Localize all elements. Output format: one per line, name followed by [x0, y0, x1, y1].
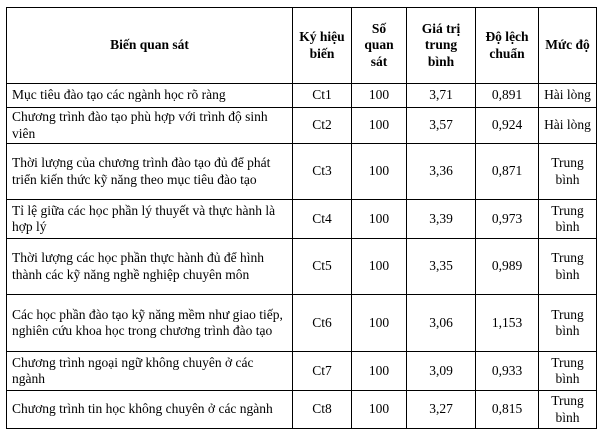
header-count: Số quan sát	[352, 8, 407, 84]
cell-variable: Chương trình đào tạo phù hợp với trình độ sinh viên	[7, 108, 293, 144]
cell-count: 100	[352, 144, 407, 200]
cell-count: 100	[352, 200, 407, 239]
cell-mean: 3,39	[407, 200, 476, 239]
cell-level: Trung bình	[539, 144, 597, 200]
cell-level: Trung bình	[539, 352, 597, 391]
table-row	[7, 108, 597, 144]
header-variable: Biến quan sát	[7, 8, 293, 84]
cell-variable: Chương trình ngoại ngữ không chuyên ở các ngành	[7, 352, 293, 391]
cell-stddev: 0,933	[476, 352, 539, 391]
table-row	[7, 391, 597, 429]
cell-level: Hài lòng	[539, 108, 597, 144]
table-row	[7, 144, 597, 200]
cell-variable: Thời lượng các học phần thực hành đủ để hình thành các kỹ năng nghề nghiệp chuyên môn	[7, 239, 293, 295]
cell-symbol: Ct4	[293, 200, 352, 239]
cell-mean: 3,06	[407, 295, 476, 352]
cell-symbol: Ct8	[293, 391, 352, 429]
cell-stddev: 0,924	[476, 108, 539, 144]
table-row	[7, 200, 597, 239]
cell-symbol: Ct7	[293, 352, 352, 391]
cell-mean: 3,57	[407, 108, 476, 144]
cell-symbol: Ct2	[293, 108, 352, 144]
cell-stddev: 1,153	[476, 295, 539, 352]
cell-variable: Thời lượng của chương trình đào tạo đủ để phát triển kiến thức kỹ năng theo mục tiêu đào tạo	[7, 144, 293, 200]
table-row	[7, 295, 597, 352]
cell-symbol: Ct3	[293, 144, 352, 200]
survey-statistics-table	[6, 7, 597, 429]
cell-symbol: Ct1	[293, 84, 352, 108]
cell-symbol: Ct5	[293, 239, 352, 295]
header-level: Mức độ	[539, 8, 597, 84]
cell-level: Trung bình	[539, 391, 597, 429]
cell-stddev: 0,891	[476, 84, 539, 108]
table-header-row	[7, 8, 597, 84]
cell-variable: Mục tiêu đào tạo các ngành học rõ ràng	[7, 84, 293, 108]
cell-count: 100	[352, 391, 407, 429]
cell-mean: 3,71	[407, 84, 476, 108]
cell-mean: 3,35	[407, 239, 476, 295]
cell-level: Trung bình	[539, 239, 597, 295]
cell-mean: 3,09	[407, 352, 476, 391]
cell-count: 100	[352, 108, 407, 144]
cell-count: 100	[352, 352, 407, 391]
cell-mean: 3,27	[407, 391, 476, 429]
table-row	[7, 239, 597, 295]
cell-stddev: 0,973	[476, 200, 539, 239]
table-row	[7, 352, 597, 391]
cell-variable: Các học phần đào tạo kỹ năng mềm như giao tiếp, nghiên cứu khoa học trong chương trình đào tạo	[7, 295, 293, 352]
table-row	[7, 84, 597, 108]
cell-stddev: 0,815	[476, 391, 539, 429]
header-stddev: Độ lệch chuẩn	[476, 8, 539, 84]
cell-level: Hài lòng	[539, 84, 597, 108]
cell-count: 100	[352, 239, 407, 295]
cell-mean: 3,36	[407, 144, 476, 200]
header-mean: Giá trị trung bình	[407, 8, 476, 84]
cell-stddev: 0,871	[476, 144, 539, 200]
cell-count: 100	[352, 84, 407, 108]
cell-count: 100	[352, 295, 407, 352]
cell-symbol: Ct6	[293, 295, 352, 352]
cell-variable: Tỉ lệ giữa các học phần lý thuyết và thực hành là hợp lý	[7, 200, 293, 239]
cell-variable: Chương trình tin học không chuyên ở các ngành	[7, 391, 293, 429]
cell-level: Trung bình	[539, 295, 597, 352]
cell-level: Trung bình	[539, 200, 597, 239]
header-symbol: Ký hiệu biến	[293, 8, 352, 84]
cell-stddev: 0,989	[476, 239, 539, 295]
